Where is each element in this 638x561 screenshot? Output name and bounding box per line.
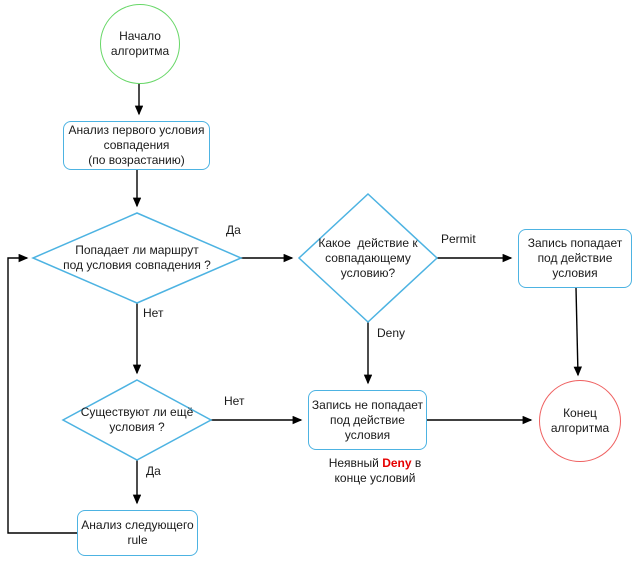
text-line: Анализ следующего <box>81 518 194 532</box>
decision-route-match-label <box>43 213 231 303</box>
note-deny-text: Deny <box>382 456 412 470</box>
text-line: rule <box>127 533 148 547</box>
text-line: условия <box>552 266 598 280</box>
end-node <box>539 380 621 462</box>
edge-label-more-yes: Да <box>146 464 161 478</box>
decision-more-conditions-label <box>63 380 211 460</box>
edge-label-deny: Deny <box>377 326 406 340</box>
text-line: условия <box>344 427 391 442</box>
implicit-deny-note <box>300 456 450 486</box>
note-text: в <box>411 456 422 470</box>
text-line: алгоритма <box>550 421 610 435</box>
process-analyze-next-node <box>77 510 198 556</box>
process-analyze-first-node <box>63 121 210 170</box>
start-node <box>100 4 180 84</box>
text-line: под действие <box>330 412 405 427</box>
edge-label-route-yes: Да <box>226 223 241 237</box>
text-line: Какое действие к <box>318 235 418 250</box>
text-line: совпадающему <box>325 250 411 265</box>
process-record-not-matches-node <box>308 390 427 450</box>
text-line: под действие <box>537 251 613 265</box>
edge-label-permit: Permit <box>441 232 476 246</box>
text-line: Попадает ли маршрут <box>75 243 199 257</box>
process-record-matches-node <box>518 229 632 288</box>
text-line: алгоритма <box>110 44 170 58</box>
edge-record-matches-to-end <box>576 288 578 375</box>
text-line: условию? <box>340 265 396 280</box>
text-line: (по возрастанию) <box>88 153 185 167</box>
text-line: Запись не попадает <box>311 397 424 412</box>
note-line-1 <box>300 456 450 471</box>
note-line-2: конце условий <box>334 471 416 485</box>
edge-label-route-no: Нет <box>143 306 164 320</box>
text-line: под условия совпадения ? <box>63 258 211 272</box>
decision-action-type-label <box>301 196 435 320</box>
note-text: Неявный <box>328 456 383 470</box>
text-line: Запись попадает <box>527 236 623 250</box>
text-line: совпадения <box>103 138 170 152</box>
text-line: условия ? <box>109 420 165 434</box>
text-line: Существуют ли ещё <box>80 405 194 419</box>
text-line: Начало <box>119 29 161 43</box>
text-line: Анализ первого условия <box>68 123 205 137</box>
text-line: Конец <box>563 406 597 420</box>
edge-label-more-no: Нет <box>224 394 245 408</box>
